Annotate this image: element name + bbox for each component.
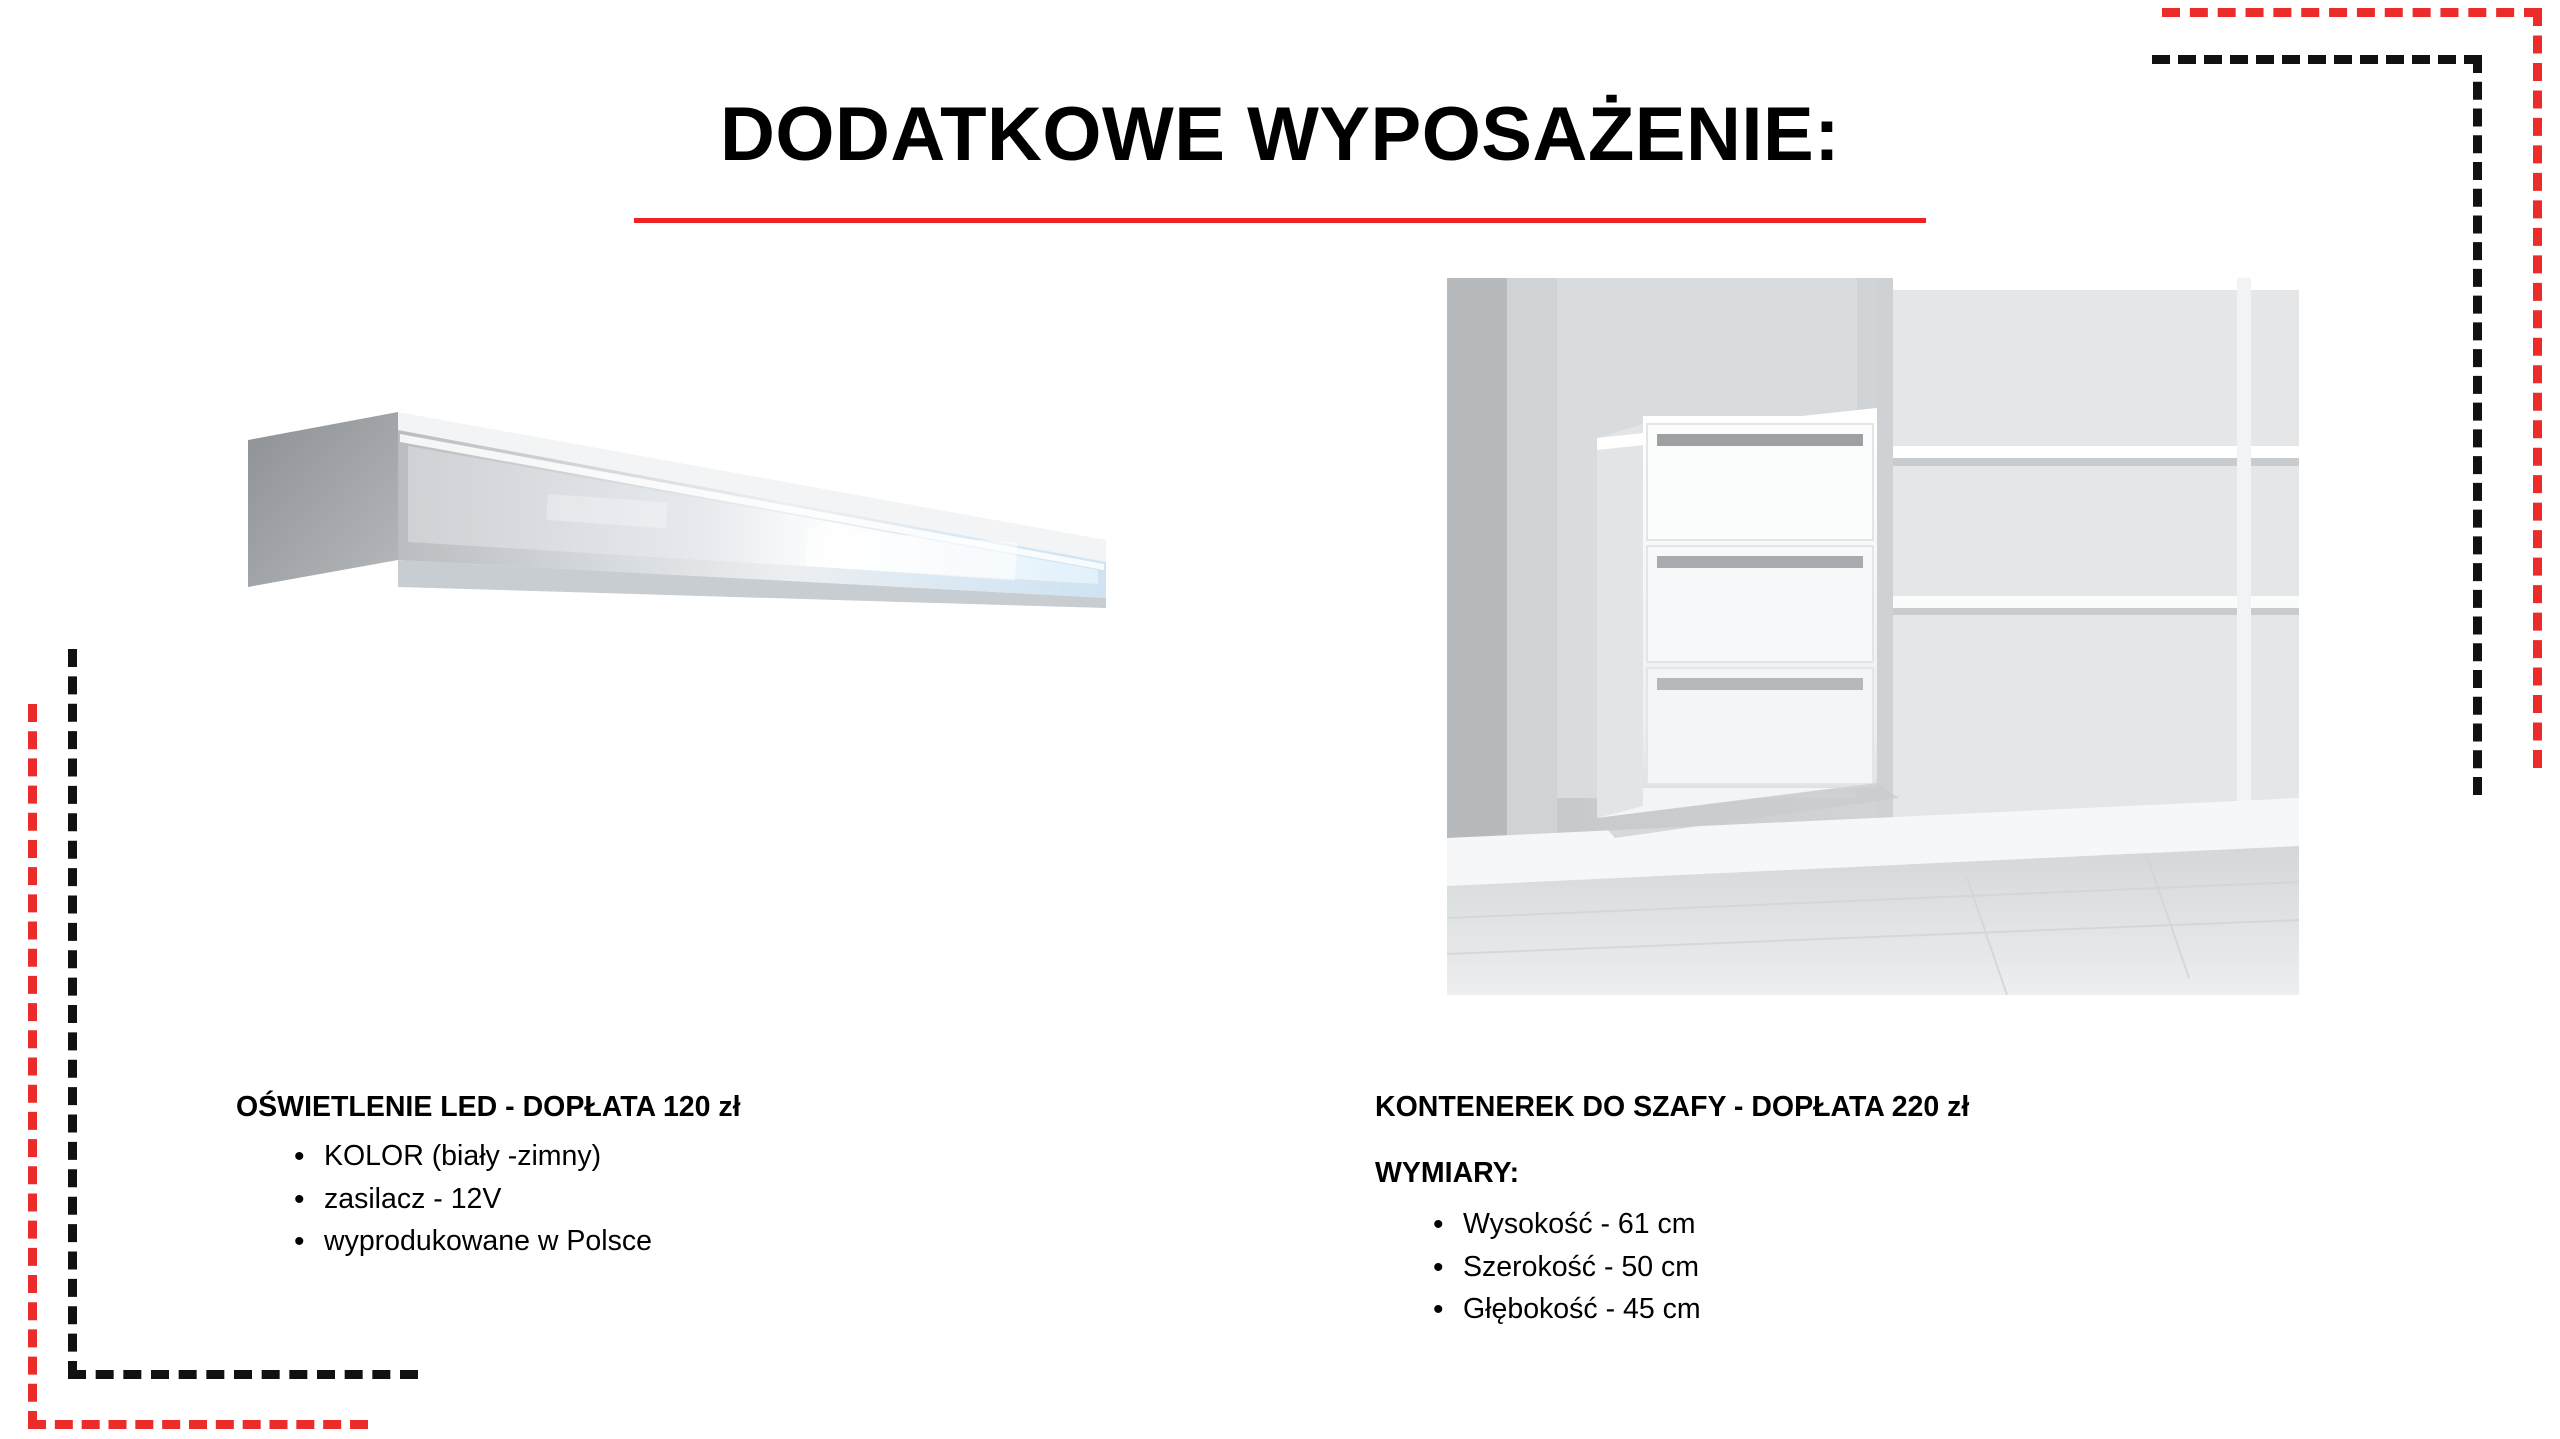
list-item: • Wysokość - 61 cm xyxy=(1433,1208,1701,1242)
list-item: • zasilacz - 12V xyxy=(294,1183,652,1217)
led-lighting-photo xyxy=(248,412,1106,637)
dimensions-subheading: WYMIARY: xyxy=(1375,1157,1520,1189)
led-lighting-illustration xyxy=(248,412,1106,637)
cabinet-bullet-list xyxy=(1375,1208,1701,1336)
wardrobe-drawer-unit-photo xyxy=(1447,278,2299,995)
title-underline xyxy=(634,218,1926,223)
bottom-left-red-bracket xyxy=(28,704,368,1429)
led-bullet-list xyxy=(236,1140,652,1268)
cabinet-caption: KONTENEREK DO SZAFY - DOPŁATA 220 zł xyxy=(1375,1091,1970,1123)
list-item: • Głębokość - 45 cm xyxy=(1433,1293,1701,1327)
led-caption: OŚWIETLENIE LED - DOPŁATA 120 zł xyxy=(236,1091,741,1123)
list-item: • KOLOR (biały -zimny) xyxy=(294,1140,652,1174)
list-item: • wyprodukowane w Polsce xyxy=(294,1225,652,1259)
list-item: • Szerokość - 50 cm xyxy=(1433,1251,1701,1285)
wardrobe-drawer-unit-illustration xyxy=(1447,278,2299,995)
page-title: DODATKOWE WYPOSAŻENIE: xyxy=(719,92,1840,177)
page-title-wrap xyxy=(0,92,2560,177)
